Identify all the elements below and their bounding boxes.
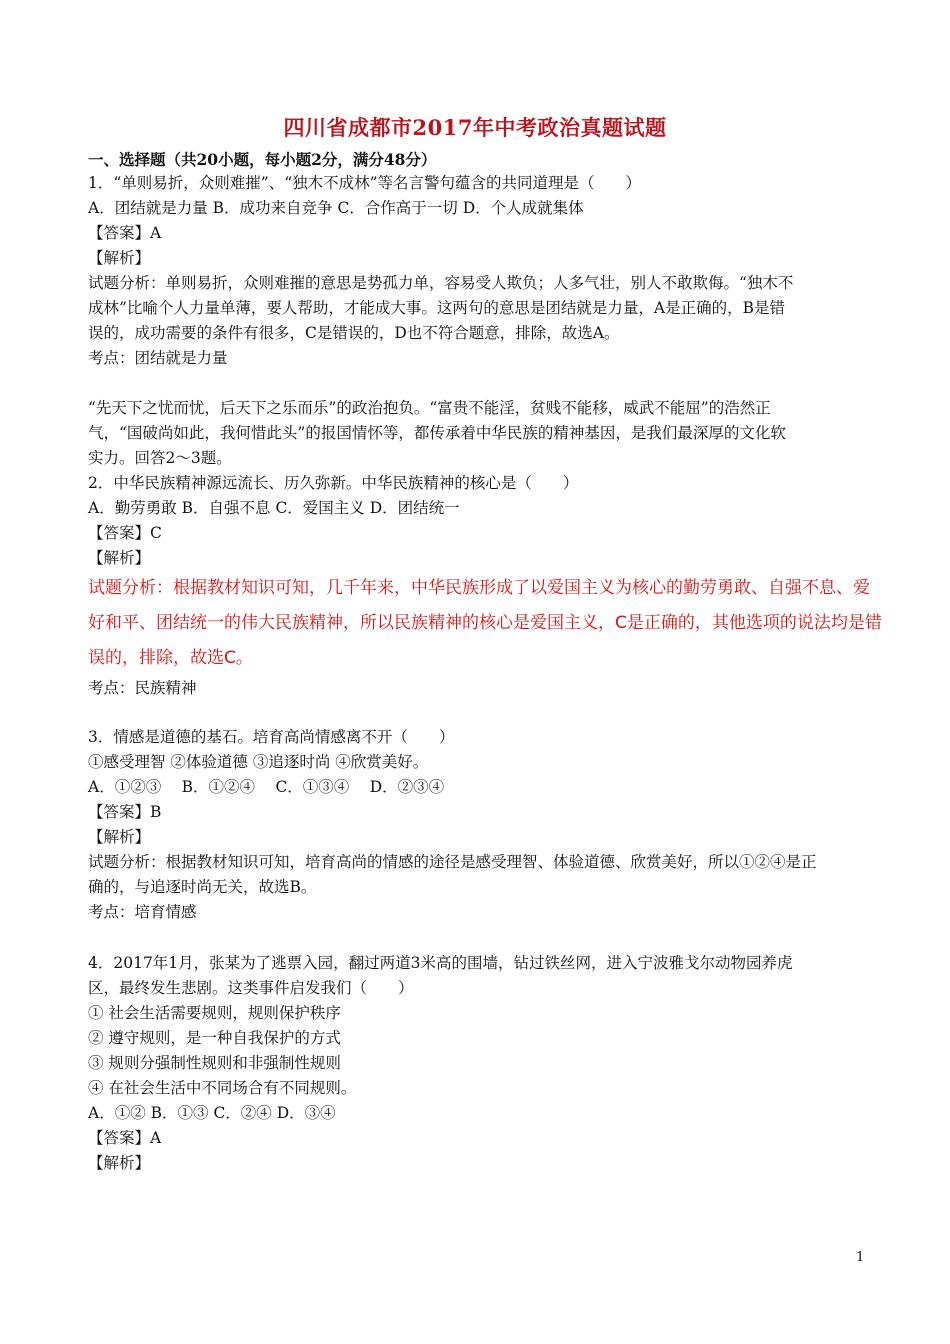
q4-analysis-label: 【解析】	[88, 1154, 151, 1172]
q1-analysis-line: 试题分析：单则易折，众则难摧的意思是势孤力单，容易受人欺负；人多气壮，别人不敢欺侮。“独木不	[88, 274, 794, 292]
material-line: 气，“国破尚如此，我何惜此头”的报国情怀等，都传承着中华民族的精神基因，是我们最深厚的文化软	[88, 424, 786, 442]
page-number: 1	[856, 1250, 865, 1265]
q3-stem: 3．情感是道德的基石。培育高尚情感离不开（ ）	[88, 728, 455, 746]
section-heading: 一、选择题（共20小题，每小题2分，满分48分）	[88, 150, 437, 169]
q3-point: 考点：培育情感	[88, 903, 197, 921]
q4-item: ② 遵守规则，是一种自我保护的方式	[88, 1029, 341, 1047]
q1-options: A．团结就是力量 B．成功来自竞争 C．合作高于一切 D．个人成就集体	[88, 199, 584, 217]
q4-stem-line: 4．2017年1月，张某为了逃票入园，翻过两道3米高的围墙，钻过铁丝网，进入宁波雅戈尔动物园养虎	[88, 954, 793, 972]
q4-answer: 【答案】A	[88, 1129, 162, 1147]
q3-answer: 【答案】B	[88, 803, 162, 821]
q2-analysis-line: 误的，排除，故选C。	[88, 648, 253, 668]
q3-items: ①感受理智 ②体验道德 ③追逐时尚 ④欣赏美好。	[88, 753, 429, 771]
q1-answer: 【答案】A	[88, 224, 162, 242]
q2-analysis-line: 好和平、团结统一的伟大民族精神，所以民族精神的核心是爱国主义，C是正确的，其他选项的说法均是错	[88, 613, 882, 633]
q2-stem: 2．中华民族精神源远流长、历久弥新。中华民族精神的核心是（ ）	[88, 474, 579, 492]
q4-item: ① 社会生活需要规则，规则保护秩序	[88, 1004, 341, 1022]
q4-stem-line: 区，最终发生悲剧。这类事件启发我们（ ）	[88, 979, 414, 997]
q1-point: 考点：团结就是力量	[88, 349, 228, 367]
q2-analysis-label: 【解析】	[88, 549, 151, 567]
page-title: 四川省成都市2017年中考政治真题试题	[283, 115, 667, 140]
q3-analysis-label: 【解析】	[88, 828, 151, 846]
q2-point: 考点：民族精神	[88, 679, 197, 697]
q3-analysis-line: 试题分析：根据教材知识可知，培育高尚的情感的途径是感受理智、体验道德、欣赏美好，所以①②④是正	[88, 853, 817, 871]
q3-analysis-line: 确的，与追逐时尚无关，故选B。	[88, 878, 317, 896]
q2-answer: 【答案】C	[88, 524, 162, 542]
q3-options: A．①②③ B．①②④ C．①③④ D．②③④	[88, 778, 445, 796]
q1-analysis-line: 成林”比喻个人力量单薄，要人帮助，才能成大事。这两句的意思是团结就是力量，A是正确的，B是错	[88, 299, 786, 317]
q2-analysis-line: 试题分析：根据教材知识可知，几千年来，中华民族形成了以爱国主义为核心的勤劳勇敢、自强不息、爱	[88, 578, 870, 598]
q4-item: ④ 在社会生活中不同场合有不同规则。	[88, 1079, 357, 1097]
q2-options: A．勤劳勇敢 B．自强不息 C．爱国主义 D．团结统一	[88, 499, 460, 517]
material-line: 实力。回答2～3题。	[88, 449, 232, 467]
q1-stem: 1．“单则易折，众则难摧”、“独木不成林”等名言警句蕴含的共同道理是（ ）	[88, 174, 642, 192]
material-line: “先天下之忧而忧，后天下之乐而乐”的政治抱负。“富贵不能淫，贫贱不能移，威武不能屈”的浩然正	[88, 399, 771, 417]
q4-item: ③ 规则分强制性规则和非强制性规则	[88, 1054, 341, 1072]
q4-options: A．①② B．①③ C．②④ D．③④	[88, 1104, 336, 1122]
q1-analysis-line: 误的，成功需要的条件有很多，C是错误的，D也不符合题意，排除，故选A。	[88, 324, 620, 342]
q1-analysis-label: 【解析】	[88, 249, 151, 267]
